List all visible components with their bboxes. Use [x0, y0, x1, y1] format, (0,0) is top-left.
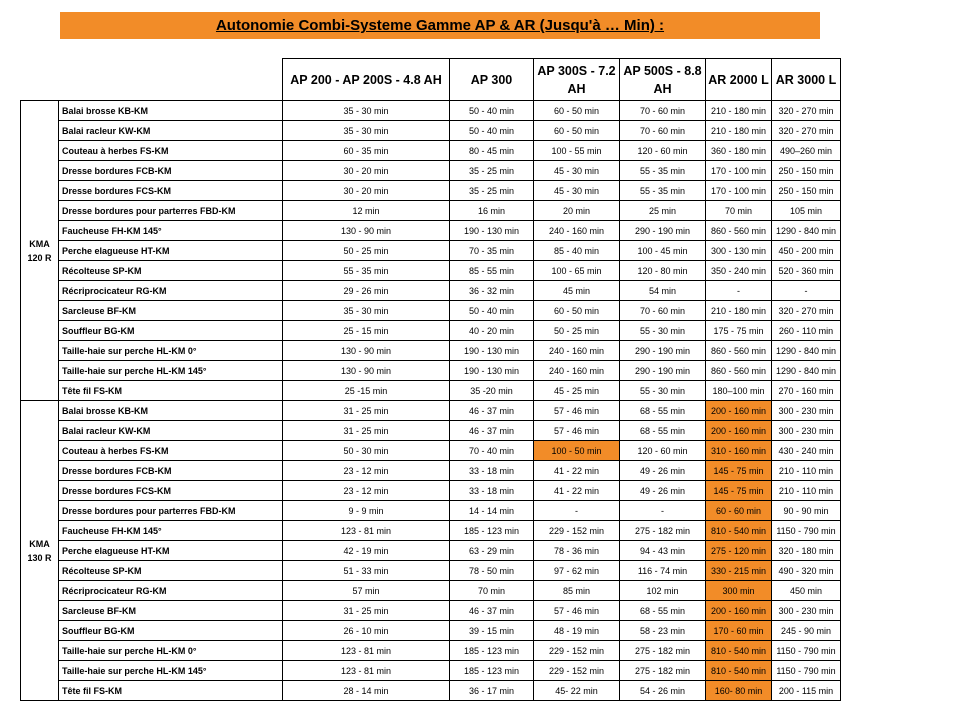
group-label-model: KMA	[29, 238, 50, 249]
table-row	[21, 361, 841, 381]
runtime-cell: 97 - 62 min	[534, 561, 620, 581]
table-row	[21, 201, 841, 221]
runtime-cell: 160- 80 min	[706, 681, 772, 701]
runtime-cell: 70 - 40 min	[450, 441, 534, 461]
runtime-cell: 20 min	[534, 201, 620, 221]
table-row	[21, 601, 841, 621]
runtime-cell: 49 - 26 min	[620, 481, 706, 501]
column-header: AP 300S - 7.2 AH	[534, 59, 620, 101]
table-row	[21, 181, 841, 201]
runtime-cell: 275 - 182 min	[620, 641, 706, 661]
runtime-cell: 1290 - 840 min	[772, 341, 841, 361]
table-row	[21, 141, 841, 161]
runtime-cell: 123 - 81 min	[283, 641, 450, 661]
runtime-cell: 520 - 360 min	[772, 261, 841, 281]
runtime-cell: 25 - 15 min	[283, 321, 450, 341]
runtime-cell: 300 - 130 min	[706, 241, 772, 261]
column-header: AP 300	[450, 59, 534, 101]
runtime-cell: 26 - 10 min	[283, 621, 450, 641]
runtime-cell: 36 - 32 min	[450, 281, 534, 301]
runtime-cell: 450 min	[772, 581, 841, 601]
tool-name: Récriprocicateur RG-KM	[59, 581, 283, 601]
tool-name: Dresse bordures pour parterres FBD-KM	[59, 501, 283, 521]
runtime-cell: 70 - 35 min	[450, 241, 534, 261]
table-row	[21, 541, 841, 561]
runtime-cell: 260 - 110 min	[772, 321, 841, 341]
tool-name: Dresse bordures pour parterres FBD-KM	[59, 201, 283, 221]
table-row	[21, 461, 841, 481]
runtime-cell: 120 - 60 min	[620, 141, 706, 161]
tool-name: Tête fil FS-KM	[59, 381, 283, 401]
runtime-cell: 1290 - 840 min	[772, 221, 841, 241]
tool-name: Taille-haie sur perche HL-KM 0°	[59, 341, 283, 361]
runtime-cell: 860 - 560 min	[706, 221, 772, 241]
runtime-cell: 330 - 215 min	[706, 561, 772, 581]
runtime-cell: 45- 22 min	[534, 681, 620, 701]
runtime-cell: 55 - 35 min	[283, 261, 450, 281]
column-header: AP 200 - AP 200S - 4.8 AH	[283, 59, 450, 101]
runtime-cell: 31 - 25 min	[283, 401, 450, 421]
runtime-cell: 210 - 110 min	[772, 461, 841, 481]
runtime-cell: 94 - 43 min	[620, 541, 706, 561]
table-row	[21, 521, 841, 541]
runtime-cell: -	[772, 281, 841, 301]
runtime-cell: 185 - 123 min	[450, 661, 534, 681]
runtime-cell: 350 - 240 min	[706, 261, 772, 281]
runtime-cell: 190 - 130 min	[450, 341, 534, 361]
tool-name: Récriprocicateur RG-KM	[59, 281, 283, 301]
runtime-cell: 57 min	[283, 581, 450, 601]
tool-name: Taille-haie sur perche HL-KM 145°	[59, 661, 283, 681]
runtime-cell: 320 - 270 min	[772, 101, 841, 121]
page-title: Autonomie Combi-Systeme Gamme AP & AR (Jusqu'à … Min) :	[60, 12, 820, 39]
runtime-cell: 1150 - 790 min	[772, 661, 841, 681]
tool-name: Sarcleuse BF-KM	[59, 601, 283, 621]
table-row	[21, 401, 841, 421]
tool-name: Balai brosse KB-KM	[59, 101, 283, 121]
runtime-cell: 105 min	[772, 201, 841, 221]
table-row	[21, 261, 841, 281]
table-row	[21, 101, 841, 121]
runtime-cell: 320 - 270 min	[772, 301, 841, 321]
runtime-cell: 810 - 540 min	[706, 521, 772, 541]
runtime-cell: 145 - 75 min	[706, 481, 772, 501]
runtime-cell: 175 - 75 min	[706, 321, 772, 341]
group-label-variant: 120 R	[27, 252, 52, 263]
group-label-model: KMA	[29, 538, 50, 549]
runtime-cell: 275 - 182 min	[620, 661, 706, 681]
runtime-cell: 200 - 115 min	[772, 681, 841, 701]
runtime-cell: 50 - 40 min	[450, 301, 534, 321]
runtime-cell: 57 - 46 min	[534, 421, 620, 441]
runtime-cell: 210 - 180 min	[706, 301, 772, 321]
runtime-cell: 320 - 270 min	[772, 121, 841, 141]
runtime-cell: 63 - 29 min	[450, 541, 534, 561]
runtime-cell: 42 - 19 min	[283, 541, 450, 561]
runtime-cell: 33 - 18 min	[450, 461, 534, 481]
runtime-cell: 145 - 75 min	[706, 461, 772, 481]
runtime-cell: 300 - 230 min	[772, 601, 841, 621]
runtime-cell: 123 - 81 min	[283, 521, 450, 541]
runtime-cell: 229 - 152 min	[534, 661, 620, 681]
runtime-cell: 116 - 74 min	[620, 561, 706, 581]
runtime-cell: 35 - 25 min	[450, 181, 534, 201]
runtime-cell: 860 - 560 min	[706, 361, 772, 381]
runtime-cell: 25 -15 min	[283, 381, 450, 401]
group-label-variant: 130 R	[27, 552, 52, 563]
tool-name: Couteau à herbes FS-KM	[59, 441, 283, 461]
runtime-cell: 430 - 240 min	[772, 441, 841, 461]
table-row	[21, 661, 841, 681]
group-label	[21, 101, 59, 401]
runtime-cell: 60 - 50 min	[534, 101, 620, 121]
table-row	[21, 281, 841, 301]
table-row	[21, 681, 841, 701]
runtime-cell: 190 - 130 min	[450, 361, 534, 381]
tool-name: Balai brosse KB-KM	[59, 401, 283, 421]
runtime-cell: 85 - 40 min	[534, 241, 620, 261]
table-row	[21, 501, 841, 521]
table-row	[21, 321, 841, 341]
runtime-cell: 123 - 81 min	[283, 661, 450, 681]
runtime-cell: 40 - 20 min	[450, 321, 534, 341]
runtime-cell: 180–100 min	[706, 381, 772, 401]
runtime-cell: 68 - 55 min	[620, 401, 706, 421]
tool-name: Balai racleur KW-KM	[59, 421, 283, 441]
runtime-cell: 120 - 80 min	[620, 261, 706, 281]
runtime-cell: 14 - 14 min	[450, 501, 534, 521]
runtime-cell: 29 - 26 min	[283, 281, 450, 301]
runtime-cell: 54 - 26 min	[620, 681, 706, 701]
runtime-cell: 300 - 230 min	[772, 401, 841, 421]
runtime-cell: 210 - 180 min	[706, 101, 772, 121]
table-row	[21, 421, 841, 441]
runtime-cell: 210 - 180 min	[706, 121, 772, 141]
runtime-cell: 60 - 60 min	[706, 501, 772, 521]
runtime-cell: 490 - 320 min	[772, 561, 841, 581]
runtime-cell: 85 min	[534, 581, 620, 601]
table-row	[21, 561, 841, 581]
runtime-cell: 170 - 100 min	[706, 161, 772, 181]
runtime-cell: 30 - 20 min	[283, 181, 450, 201]
runtime-cell: 170 - 60 min	[706, 621, 772, 641]
runtime-cell: 41 - 22 min	[534, 461, 620, 481]
runtime-cell: 102 min	[620, 581, 706, 601]
runtime-cell: 41 - 22 min	[534, 481, 620, 501]
runtime-cell: 210 - 110 min	[772, 481, 841, 501]
runtime-cell: 28 - 14 min	[283, 681, 450, 701]
runtime-cell: 31 - 25 min	[283, 601, 450, 621]
table-row	[21, 301, 841, 321]
runtime-cell: 810 - 540 min	[706, 661, 772, 681]
tool-name: Perche elagueuse HT-KM	[59, 241, 283, 261]
runtime-cell: 39 - 15 min	[450, 621, 534, 641]
runtime-cell: 240 - 160 min	[534, 361, 620, 381]
runtime-cell: 810 - 540 min	[706, 641, 772, 661]
runtime-cell: 23 - 12 min	[283, 461, 450, 481]
runtime-cell: 36 - 17 min	[450, 681, 534, 701]
runtime-cell: 46 - 37 min	[450, 401, 534, 421]
column-header: AR 2000 L	[706, 59, 772, 101]
runtime-cell: 250 - 150 min	[772, 161, 841, 181]
runtime-cell: 1150 - 790 min	[772, 641, 841, 661]
table-row	[21, 221, 841, 241]
runtime-cell: 70 - 60 min	[620, 301, 706, 321]
column-header: AP 500S - 8.8 AH	[620, 59, 706, 101]
runtime-cell: 55 - 35 min	[620, 181, 706, 201]
runtime-cell: 320 - 180 min	[772, 541, 841, 561]
runtime-cell: 275 - 120 min	[706, 541, 772, 561]
runtime-cell: 170 - 100 min	[706, 181, 772, 201]
runtime-cell: 58 - 23 min	[620, 621, 706, 641]
table-row	[21, 441, 841, 461]
runtime-cell: 290 - 190 min	[620, 341, 706, 361]
runtime-cell: 48 - 19 min	[534, 621, 620, 641]
runtime-cell: 46 - 37 min	[450, 601, 534, 621]
runtime-cell: 70 min	[706, 201, 772, 221]
tool-name: Taille-haie sur perche HL-KM 0°	[59, 641, 283, 661]
runtime-cell: 55 - 30 min	[620, 381, 706, 401]
runtime-cell: 130 - 90 min	[283, 361, 450, 381]
runtime-cell: 50 - 30 min	[283, 441, 450, 461]
runtime-cell: 70 min	[450, 581, 534, 601]
table-row	[21, 641, 841, 661]
tool-name: Balai racleur KW-KM	[59, 121, 283, 141]
runtime-cell: 185 - 123 min	[450, 641, 534, 661]
runtime-cell: 200 - 160 min	[706, 401, 772, 421]
runtime-cell: 60 - 50 min	[534, 121, 620, 141]
autonomy-table	[20, 58, 841, 701]
runtime-cell: 16 min	[450, 201, 534, 221]
runtime-cell: 57 - 46 min	[534, 601, 620, 621]
table-row	[21, 341, 841, 361]
runtime-cell: 200 - 160 min	[706, 421, 772, 441]
runtime-cell: 860 - 560 min	[706, 341, 772, 361]
runtime-cell: 55 - 35 min	[620, 161, 706, 181]
runtime-cell: 190 - 130 min	[450, 221, 534, 241]
runtime-cell: 250 - 150 min	[772, 181, 841, 201]
runtime-cell: 78 - 50 min	[450, 561, 534, 581]
runtime-cell: 130 - 90 min	[283, 341, 450, 361]
runtime-cell: 35 - 30 min	[283, 101, 450, 121]
runtime-cell: 68 - 55 min	[620, 601, 706, 621]
tool-name: Récolteuse SP-KM	[59, 561, 283, 581]
tool-name: Dresse bordures FCS-KM	[59, 481, 283, 501]
runtime-cell: 51 - 33 min	[283, 561, 450, 581]
runtime-cell: 55 - 30 min	[620, 321, 706, 341]
tool-name: Dresse bordures FCB-KM	[59, 161, 283, 181]
runtime-cell: -	[534, 501, 620, 521]
runtime-cell: 57 - 46 min	[534, 401, 620, 421]
runtime-cell: 240 - 160 min	[534, 341, 620, 361]
runtime-cell: 300 - 230 min	[772, 421, 841, 441]
runtime-cell: 68 - 55 min	[620, 421, 706, 441]
header-row	[21, 59, 841, 101]
runtime-cell: 70 - 60 min	[620, 121, 706, 141]
runtime-cell: 30 - 20 min	[283, 161, 450, 181]
runtime-cell: 185 - 123 min	[450, 521, 534, 541]
table-row	[21, 481, 841, 501]
tool-name: Dresse bordures FCS-KM	[59, 181, 283, 201]
runtime-cell: 310 - 160 min	[706, 441, 772, 461]
runtime-cell: 45 - 30 min	[534, 181, 620, 201]
runtime-cell: 270 - 160 min	[772, 381, 841, 401]
table-row	[21, 161, 841, 181]
runtime-cell: 33 - 18 min	[450, 481, 534, 501]
column-header: AR 3000 L	[772, 59, 841, 101]
runtime-cell: 78 - 36 min	[534, 541, 620, 561]
tool-name: Dresse bordures FCB-KM	[59, 461, 283, 481]
runtime-cell: 70 - 60 min	[620, 101, 706, 121]
table-row	[21, 121, 841, 141]
runtime-cell: 25 min	[620, 201, 706, 221]
runtime-cell: 100 - 45 min	[620, 241, 706, 261]
runtime-cell: 50 - 25 min	[534, 321, 620, 341]
runtime-cell: 45 - 25 min	[534, 381, 620, 401]
runtime-cell: 50 - 40 min	[450, 121, 534, 141]
runtime-cell: 46 - 37 min	[450, 421, 534, 441]
runtime-cell: 245 - 90 min	[772, 621, 841, 641]
runtime-cell: 85 - 55 min	[450, 261, 534, 281]
runtime-cell: 229 - 152 min	[534, 521, 620, 541]
runtime-cell: 35 - 25 min	[450, 161, 534, 181]
runtime-cell: 1150 - 790 min	[772, 521, 841, 541]
runtime-cell: 60 - 50 min	[534, 301, 620, 321]
runtime-cell: -	[620, 501, 706, 521]
table-row	[21, 241, 841, 261]
runtime-cell: 300 min	[706, 581, 772, 601]
runtime-cell: 49 - 26 min	[620, 461, 706, 481]
runtime-cell: 45 - 30 min	[534, 161, 620, 181]
runtime-cell: 275 - 182 min	[620, 521, 706, 541]
runtime-cell: 60 - 35 min	[283, 141, 450, 161]
runtime-cell: 31 - 25 min	[283, 421, 450, 441]
runtime-cell: 290 - 190 min	[620, 361, 706, 381]
runtime-cell: 12 min	[283, 201, 450, 221]
runtime-cell: 290 - 190 min	[620, 221, 706, 241]
runtime-cell: 200 - 160 min	[706, 601, 772, 621]
tool-name: Taille-haie sur perche HL-KM 145°	[59, 361, 283, 381]
tool-name: Souffleur BG-KM	[59, 621, 283, 641]
runtime-cell: 229 - 152 min	[534, 641, 620, 661]
tool-name: Tête fil FS-KM	[59, 681, 283, 701]
runtime-cell: 120 - 60 min	[620, 441, 706, 461]
tool-name: Couteau à herbes FS-KM	[59, 141, 283, 161]
runtime-cell: 240 - 160 min	[534, 221, 620, 241]
runtime-cell: 45 min	[534, 281, 620, 301]
runtime-cell: 450 - 200 min	[772, 241, 841, 261]
runtime-cell: 1290 - 840 min	[772, 361, 841, 381]
runtime-cell: 23 - 12 min	[283, 481, 450, 501]
runtime-cell: 35 -20 min	[450, 381, 534, 401]
table-row	[21, 581, 841, 601]
tool-name: Perche elagueuse HT-KM	[59, 541, 283, 561]
runtime-cell: 130 - 90 min	[283, 221, 450, 241]
runtime-cell: 100 - 65 min	[534, 261, 620, 281]
group-label	[21, 401, 59, 701]
runtime-cell: 35 - 30 min	[283, 301, 450, 321]
runtime-cell: 35 - 30 min	[283, 121, 450, 141]
tool-name: Souffleur BG-KM	[59, 321, 283, 341]
runtime-cell: 54 min	[620, 281, 706, 301]
runtime-cell: 80 - 45 min	[450, 141, 534, 161]
tool-name: Faucheuse FH-KM 145°	[59, 521, 283, 541]
runtime-cell: 100 - 55 min	[534, 141, 620, 161]
tool-name: Récolteuse SP-KM	[59, 261, 283, 281]
runtime-cell: 490–260 min	[772, 141, 841, 161]
runtime-cell: 9 - 9 min	[283, 501, 450, 521]
runtime-cell: 100 - 50 min	[534, 441, 620, 461]
table-row	[21, 621, 841, 641]
runtime-cell: -	[706, 281, 772, 301]
tool-name: Sarcleuse BF-KM	[59, 301, 283, 321]
runtime-cell: 360 - 180 min	[706, 141, 772, 161]
runtime-cell: 90 - 90 min	[772, 501, 841, 521]
tool-name: Faucheuse FH-KM 145°	[59, 221, 283, 241]
table-row	[21, 381, 841, 401]
runtime-cell: 50 - 40 min	[450, 101, 534, 121]
runtime-cell: 50 - 25 min	[283, 241, 450, 261]
